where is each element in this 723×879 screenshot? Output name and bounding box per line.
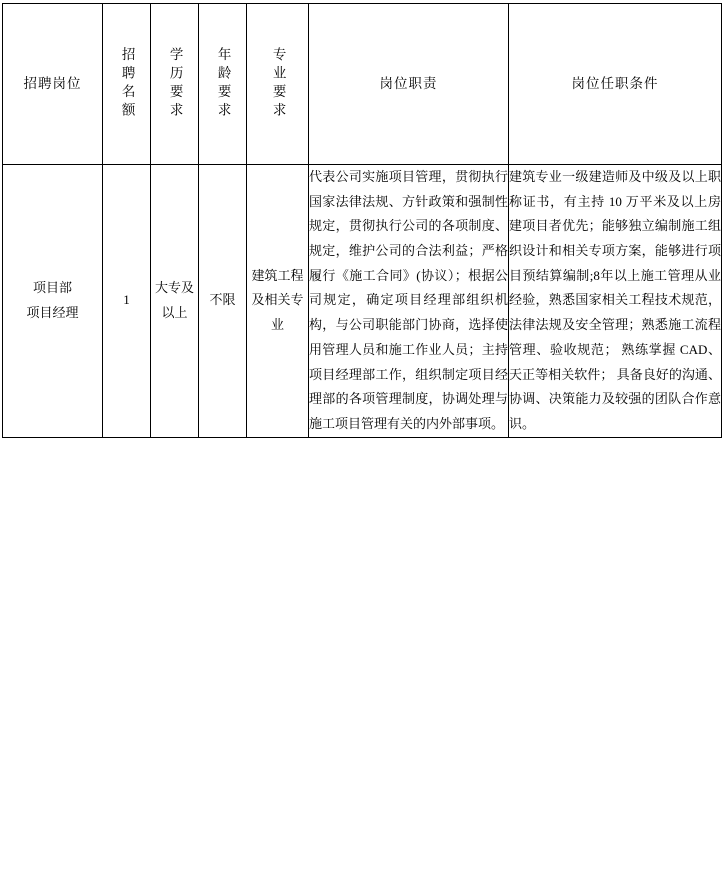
header-age: [199, 4, 247, 165]
table-header-row: [3, 4, 722, 165]
header-duties-label: 岗位职责: [379, 76, 438, 92]
header-education: [151, 4, 199, 165]
cell-position-line1: 项目部: [32, 280, 72, 296]
header-position: [3, 4, 103, 165]
header-quota-label: 招聘名额: [119, 47, 135, 121]
cell-quota: 1: [103, 165, 151, 438]
cell-position-line2: 项目经理: [26, 304, 79, 320]
cell-requirements: 建筑专业一级建造师及中级及以上职称证书，有主持 10 万平米及以上房建项目者优先；能够独立编制施工组织设计和相关专项方案，能够进行项目预结算编制;8年以上施工管理从业经验，熟悉国家相关工程技术规范，法律法规及安全管理；熟悉施工流程管理、验收规范； 熟练掌握 CAD、天正等相关软件； 具备良好的沟通、协调、决策能力及较强的团队合作意识。: [509, 165, 722, 438]
recruitment-table: [2, 3, 722, 438]
header-education-label: 学历要求: [167, 47, 183, 121]
header-major: [247, 4, 309, 165]
header-requirements-label: 岗位任职条件: [571, 76, 659, 92]
header-major-label: 专业要求: [270, 47, 286, 121]
header-position-label: 招聘岗位: [23, 76, 82, 92]
header-requirements: [509, 4, 722, 165]
table-row: [3, 165, 722, 438]
cell-position: [3, 165, 103, 438]
header-duties: [309, 4, 509, 165]
cell-duties: 代表公司实施项目管理，贯彻执行国家法律法规、方针政策和强制性规定，贯彻执行公司的各项制度、规定，维护公司的合法利益；严格履行《施工合同》(协议）；根据公司规定，确定项目经理部组织机构，与公司职能部门协商，选择使用管理人员和施工作业人员；主持项目经理部工作，组织制定项目经理部的各项管理制度，协调处理与施工项目管理有关的内外部事项。: [309, 165, 509, 438]
header-quota: [103, 4, 151, 165]
cell-education: 大专及以上: [151, 165, 199, 438]
header-age-label: 年龄要求: [215, 47, 231, 121]
cell-age: 不限: [199, 165, 247, 438]
cell-major: 建筑工程及相关专业: [247, 165, 309, 438]
